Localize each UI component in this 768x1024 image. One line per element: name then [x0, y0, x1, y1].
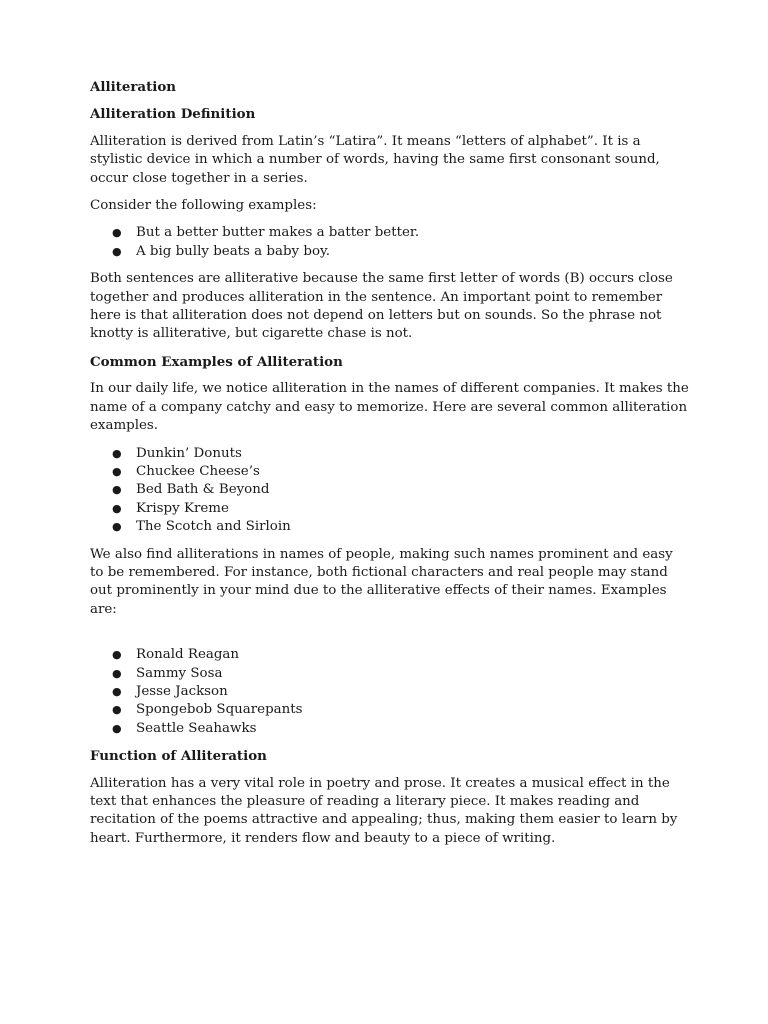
bullet-icon: ● [112, 520, 122, 534]
bullet-icon: ● [112, 684, 122, 698]
list-item-text: Jesse Jackson [136, 683, 228, 699]
list-item [90, 665, 690, 683]
bullet-icon: ● [112, 446, 122, 460]
companies-paragraph: In our daily life, we notice alliteration in the names of different companies. It makes the name of a company catchy and easy to memorize. Here are several common alliteration examples. [90, 381, 689, 434]
list-item [90, 646, 690, 664]
list-item-text: But a better butter makes a batter better. [136, 225, 420, 241]
definition-heading: Alliteration Definition [90, 106, 256, 123]
document-page [90, 78, 690, 857]
list-item [90, 720, 690, 738]
list-item-text: Ronald Reagan [136, 647, 240, 663]
spacer [90, 628, 690, 646]
people-paragraph: We also find alliterations in names of people, making such names prominent and easy to be remembered. For instance, both fictional characters and real people may stand out prominently in your mind due to the alliterative effects of their names. Examples are: [90, 546, 673, 617]
common-examples-heading: Common Examples of Alliteration [90, 353, 343, 370]
list-item [90, 463, 690, 481]
both-sentences-paragraph: Both sentences are alliterative because the same first letter of words (B) occurs close together and produces alliteration in the sentence. An important point to remember here is that alliteration does not depend on letters but on sounds. So the phrase not knotty is alliterative, but cigarette chase is not. [90, 271, 673, 342]
function-heading: Function of Alliteration [90, 748, 267, 765]
document-title: Alliteration [90, 79, 177, 95]
function-paragraph: Alliteration has a very vital role in poetry and prose. It creates a musical effect in the text that enhances the pleasure of reading a literary piece. It makes reading and recitation of the poems attractive and appealing; thus, making them easier to learn by heart. Furthermore, it renders flow and beauty to a piece of writing. [90, 775, 678, 846]
bullet-icon: ● [112, 244, 122, 258]
examples-list [90, 224, 690, 261]
list-item-text: Chuckee Cheese’s [136, 463, 260, 479]
list-item [90, 500, 690, 518]
bullet-icon: ● [112, 226, 122, 240]
people-list [90, 646, 690, 738]
list-item-text: Sammy Sosa [136, 665, 223, 681]
bullet-icon: ● [112, 464, 122, 478]
bullet-icon: ● [112, 666, 122, 680]
list-item [90, 224, 690, 242]
list-item-text: Seattle Seahawks [136, 720, 257, 736]
list-item-text: The Scotch and Sirloin [136, 519, 291, 535]
list-item [90, 243, 690, 261]
list-item [90, 481, 690, 499]
list-item-text: Spongebob Squarepants [136, 702, 303, 718]
list-item [90, 683, 690, 701]
list-item-text: Bed Bath & Beyond [136, 482, 270, 498]
bullet-icon: ● [112, 648, 122, 662]
bullet-icon: ● [112, 703, 122, 717]
bullet-icon: ● [112, 501, 122, 515]
bullet-icon: ● [112, 483, 122, 497]
list-item-text: Dunkin’ Donuts [136, 445, 242, 461]
bullet-icon: ● [112, 721, 122, 735]
list-item-text: A big bully beats a baby boy. [136, 243, 331, 259]
consider-paragraph: Consider the following examples: [90, 198, 317, 214]
companies-list [90, 445, 690, 537]
list-item-text: Krispy Kreme [136, 500, 229, 516]
list-item [90, 701, 690, 719]
list-item [90, 518, 690, 536]
definition-paragraph: Alliteration is derived from Latin’s “Latira”. It means “letters of alphabet”. It is a stylistic device in which a number of words, having the same first consonant sound, occur close together in a series. [90, 133, 660, 186]
list-item [90, 445, 690, 463]
